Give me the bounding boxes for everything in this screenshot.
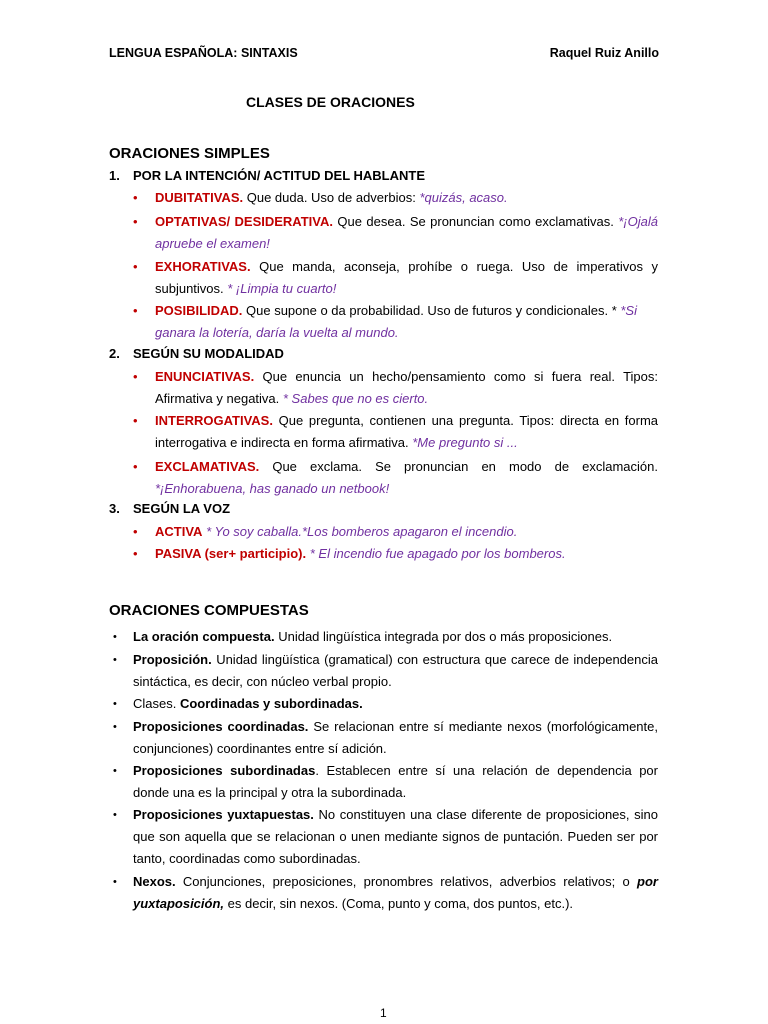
bullet-icon: • xyxy=(113,721,117,733)
bullet-icon: • xyxy=(113,765,117,777)
item-term: Proposiciones subordinadas xyxy=(133,763,316,778)
list-item-posibilidad xyxy=(155,300,658,344)
item-term: POSIBILIDAD. xyxy=(155,303,243,318)
group-heading-intencion xyxy=(109,168,425,183)
page-number: 1 xyxy=(380,1006,387,1020)
item-example: * Sabes que no es cierto. xyxy=(282,391,429,406)
bullet-icon: • xyxy=(113,631,117,643)
item-text: Clases. xyxy=(133,696,180,711)
item-text: Que enuncia un hecho/pensamiento como si fuera real. Tipos: Afirmativa y negativa. xyxy=(155,369,658,406)
item-term: Nexos. xyxy=(133,874,176,889)
header-subject: LENGUA ESPAÑOLA: SINTAXIS xyxy=(109,46,298,60)
item-text: Unidad lingüística (gramatical) con estructura que carece de independencia sintáctica, es decir, con núcleo verbal propio. xyxy=(133,652,658,689)
item-term: Coordinadas y subordinadas. xyxy=(179,696,363,711)
bullet-icon: • xyxy=(113,809,117,821)
list-item-interrogativas xyxy=(155,410,658,454)
item-text: Conjunciones, preposiciones, pronombres relativos, adverbios relativos; o xyxy=(175,874,638,889)
item-text: Se relacionan entre sí mediante nexos (morfológicamente, conjunciones) coordinantes entre sí adición. xyxy=(133,719,658,756)
item-text: No constituyen una clase diferente de proposiciones, sino que son aquella que se relacionan o unen mediante signos de puntación. Pueden ser por tanto, coordinadas como subordinadas. xyxy=(133,807,658,866)
item-term: ENUNCIATIVAS. xyxy=(155,369,255,384)
page-title: CLASES DE ORACIONES xyxy=(246,94,415,110)
bullet-icon: • xyxy=(133,459,138,474)
item-example: *Si ganara la lotería, daría la vuelta al mundo. xyxy=(155,303,637,340)
item-term: INTERROGATIVAS. xyxy=(155,413,273,428)
item-example: * Yo soy caballa.*Los bomberos apagaron el incendio. xyxy=(206,524,518,539)
item-term: DUBITATIVAS. xyxy=(155,190,244,205)
item-term-emphasis: por yuxtaposición, xyxy=(133,874,658,911)
bullet-icon: • xyxy=(133,524,138,539)
item-text: Que exclama. Se pronuncian en modo de exclamación. xyxy=(259,459,658,474)
list-item-activa xyxy=(155,521,658,543)
list-item-exclamativas xyxy=(155,456,658,500)
group-number: 1. xyxy=(109,168,120,183)
item-term: ACTIVA xyxy=(155,524,203,539)
bullet-icon: • xyxy=(133,413,138,428)
item-text: Que supone o da probabilidad. Uso de futuros y condicionales. * xyxy=(242,303,621,318)
group-label: SEGÚN LA VOZ xyxy=(133,501,231,516)
item-text: Que desea. Se pronuncian como exclamativas. xyxy=(333,214,619,229)
group-number: 2. xyxy=(109,346,120,361)
list-item-pasiva xyxy=(155,543,658,565)
bullet-icon: • xyxy=(133,259,138,274)
item-text: Que manda, aconseja, prohíbe o ruega. Uso de imperativos y subjuntivos. xyxy=(155,259,658,296)
item-term: EXCLAMATIVAS. xyxy=(155,459,260,474)
item-text: Unidad lingüística integrada por dos o más proposiciones. xyxy=(274,629,613,644)
item-term: Proposiciones coordinadas. xyxy=(133,719,309,734)
list-item-oracion-compuesta xyxy=(133,626,658,648)
bullet-icon: • xyxy=(133,190,138,205)
bullet-icon: • xyxy=(133,546,138,561)
item-example: *Me pregunto si ... xyxy=(412,435,518,450)
group-number: 3. xyxy=(109,501,120,516)
list-item-subordinadas xyxy=(133,760,658,804)
group-label: SEGÚN SU MODALIDAD xyxy=(133,346,284,361)
list-item-dubitativas xyxy=(155,187,658,209)
item-example: * ¡Limpia tu cuarto! xyxy=(227,281,337,296)
bullet-icon: • xyxy=(133,303,138,318)
list-item-yuxtapuestas xyxy=(133,804,658,870)
bullet-icon: • xyxy=(113,876,117,888)
item-term: Proposiciones yuxtapuestas. xyxy=(133,807,314,822)
list-item-enunciativas xyxy=(155,366,658,410)
bullet-icon: • xyxy=(113,654,117,666)
list-item-exhorativas xyxy=(155,256,658,300)
group-heading-modalidad xyxy=(109,346,284,361)
item-example: *¡Enhorabuena, has ganado un netbook! xyxy=(155,481,390,496)
item-example: *quizás, acaso. xyxy=(419,190,508,205)
group-label: POR LA INTENCIÓN/ ACTITUD DEL HABLANTE xyxy=(133,168,426,183)
item-text: Que duda. Uso de adverbios: xyxy=(243,190,420,205)
header-author: Raquel Ruiz Anillo xyxy=(549,46,659,60)
item-example: *¡Ojalá apruebe el examen! xyxy=(155,214,658,251)
item-term: OPTATIVAS/ DESIDERATIVA. xyxy=(155,214,333,229)
group-heading-voz xyxy=(109,501,230,516)
item-term: La oración compuesta. xyxy=(133,629,275,644)
bullet-icon: • xyxy=(133,369,138,384)
list-item-clases xyxy=(133,693,658,715)
section-heading-compuestas: ORACIONES COMPUESTAS xyxy=(109,602,309,619)
item-term: PASIVA (ser+ participio). xyxy=(155,546,307,561)
list-item-optativas xyxy=(155,211,658,255)
list-item-proposicion xyxy=(133,649,658,693)
bullet-icon: • xyxy=(113,698,117,710)
item-text: es decir, sin nexos. (Coma, punto y coma, dos puntos, etc.). xyxy=(224,896,574,911)
item-example: * El incendio fue apagado por los bomberos. xyxy=(309,546,566,561)
section-heading-simples: ORACIONES SIMPLES xyxy=(109,145,270,162)
item-text: . Establecen entre sí una relación de dependencia por donde una es la principal y otra la subordinada. xyxy=(133,763,658,800)
item-text: Que pregunta, contienen una pregunta. Tipos: directa en forma interrogativa e indirecta en forma afirmativa. xyxy=(155,413,658,450)
item-term: EXHORATIVAS. xyxy=(155,259,251,274)
list-item-coordinadas xyxy=(133,716,658,760)
bullet-icon: • xyxy=(133,214,138,229)
item-term: Proposición. xyxy=(133,652,212,667)
list-item-nexos xyxy=(133,871,658,915)
